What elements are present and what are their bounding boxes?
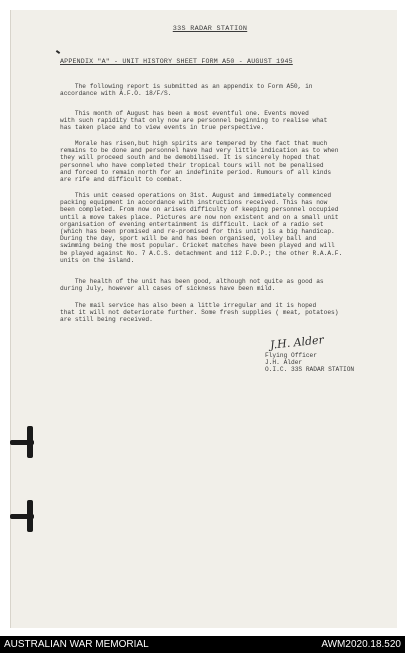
signature-block: Flying Officer J.H. Alder O.I.C. 33S RADAR STATION	[265, 352, 355, 374]
paragraph-6: The mail service has also been a little irregular and it is hoped that it will not deteriorate further. Some fresh supplies ( meat, potatoes) are still being received.	[60, 302, 339, 324]
station-header: 33S RADAR STATION	[172, 25, 248, 33]
institution-name: AUSTRALIAN WAR MEMORIAL	[4, 639, 149, 650]
handwritten-signature: J.H. Alder	[269, 333, 325, 352]
binder-clip-top	[10, 426, 34, 458]
paragraph-1: The following report is submitted as an appendix to Form A50, in accordance with A.F.O. 18/F/S.	[60, 83, 313, 98]
footer-bar	[0, 636, 405, 653]
binder-clip-bottom	[10, 500, 34, 532]
paragraph-3: Morale has risen,but high spirits are tempered by the fact that much remains to be done and personnel have had very little indication as to when they will proceed south and be demobilised. It is sincerely hoped that personnel who have completed their tropical tours will not be penalised and forced to remain north for an indefinite period. Rumours of all kinds are rife and difficult to combat.	[60, 140, 339, 184]
accession-number: AWM2020.18.520	[321, 639, 401, 650]
paragraph-4: This unit ceased operations on 31st. August and immediately commenced packing equipment in accordance with instructions received. This has now been completed. From now on arises difficulty of keeping personnel occupied until a move takes place. Pictures are now non existent and on a small unit organisation of evening entertainment is difficult. Lack of a radio set (which has been promised and re-promised for this unit) is a big handicap. During the day, sport will be and has been organised, volley ball and swimming being the most popular. Cricket matches have been played and will be played against No. 7 A.C.S. detachment and 112 F.D.P.; the other R.A.A.F. units on the island.	[60, 192, 343, 264]
paragraph-2: This month of August has been a most eventful one. Events moved with such rapidity that only now are personnel beginning to realise what has taken place and to view events in true perspective.	[60, 110, 328, 132]
paragraph-5: The health of the unit has been good, although not quite as good as during July, however all cases of sickness have been mild.	[60, 278, 324, 293]
appendix-title: APPENDIX "A" - UNIT HISTORY SHEET FORM A50 - AUGUST 1945	[60, 58, 293, 65]
